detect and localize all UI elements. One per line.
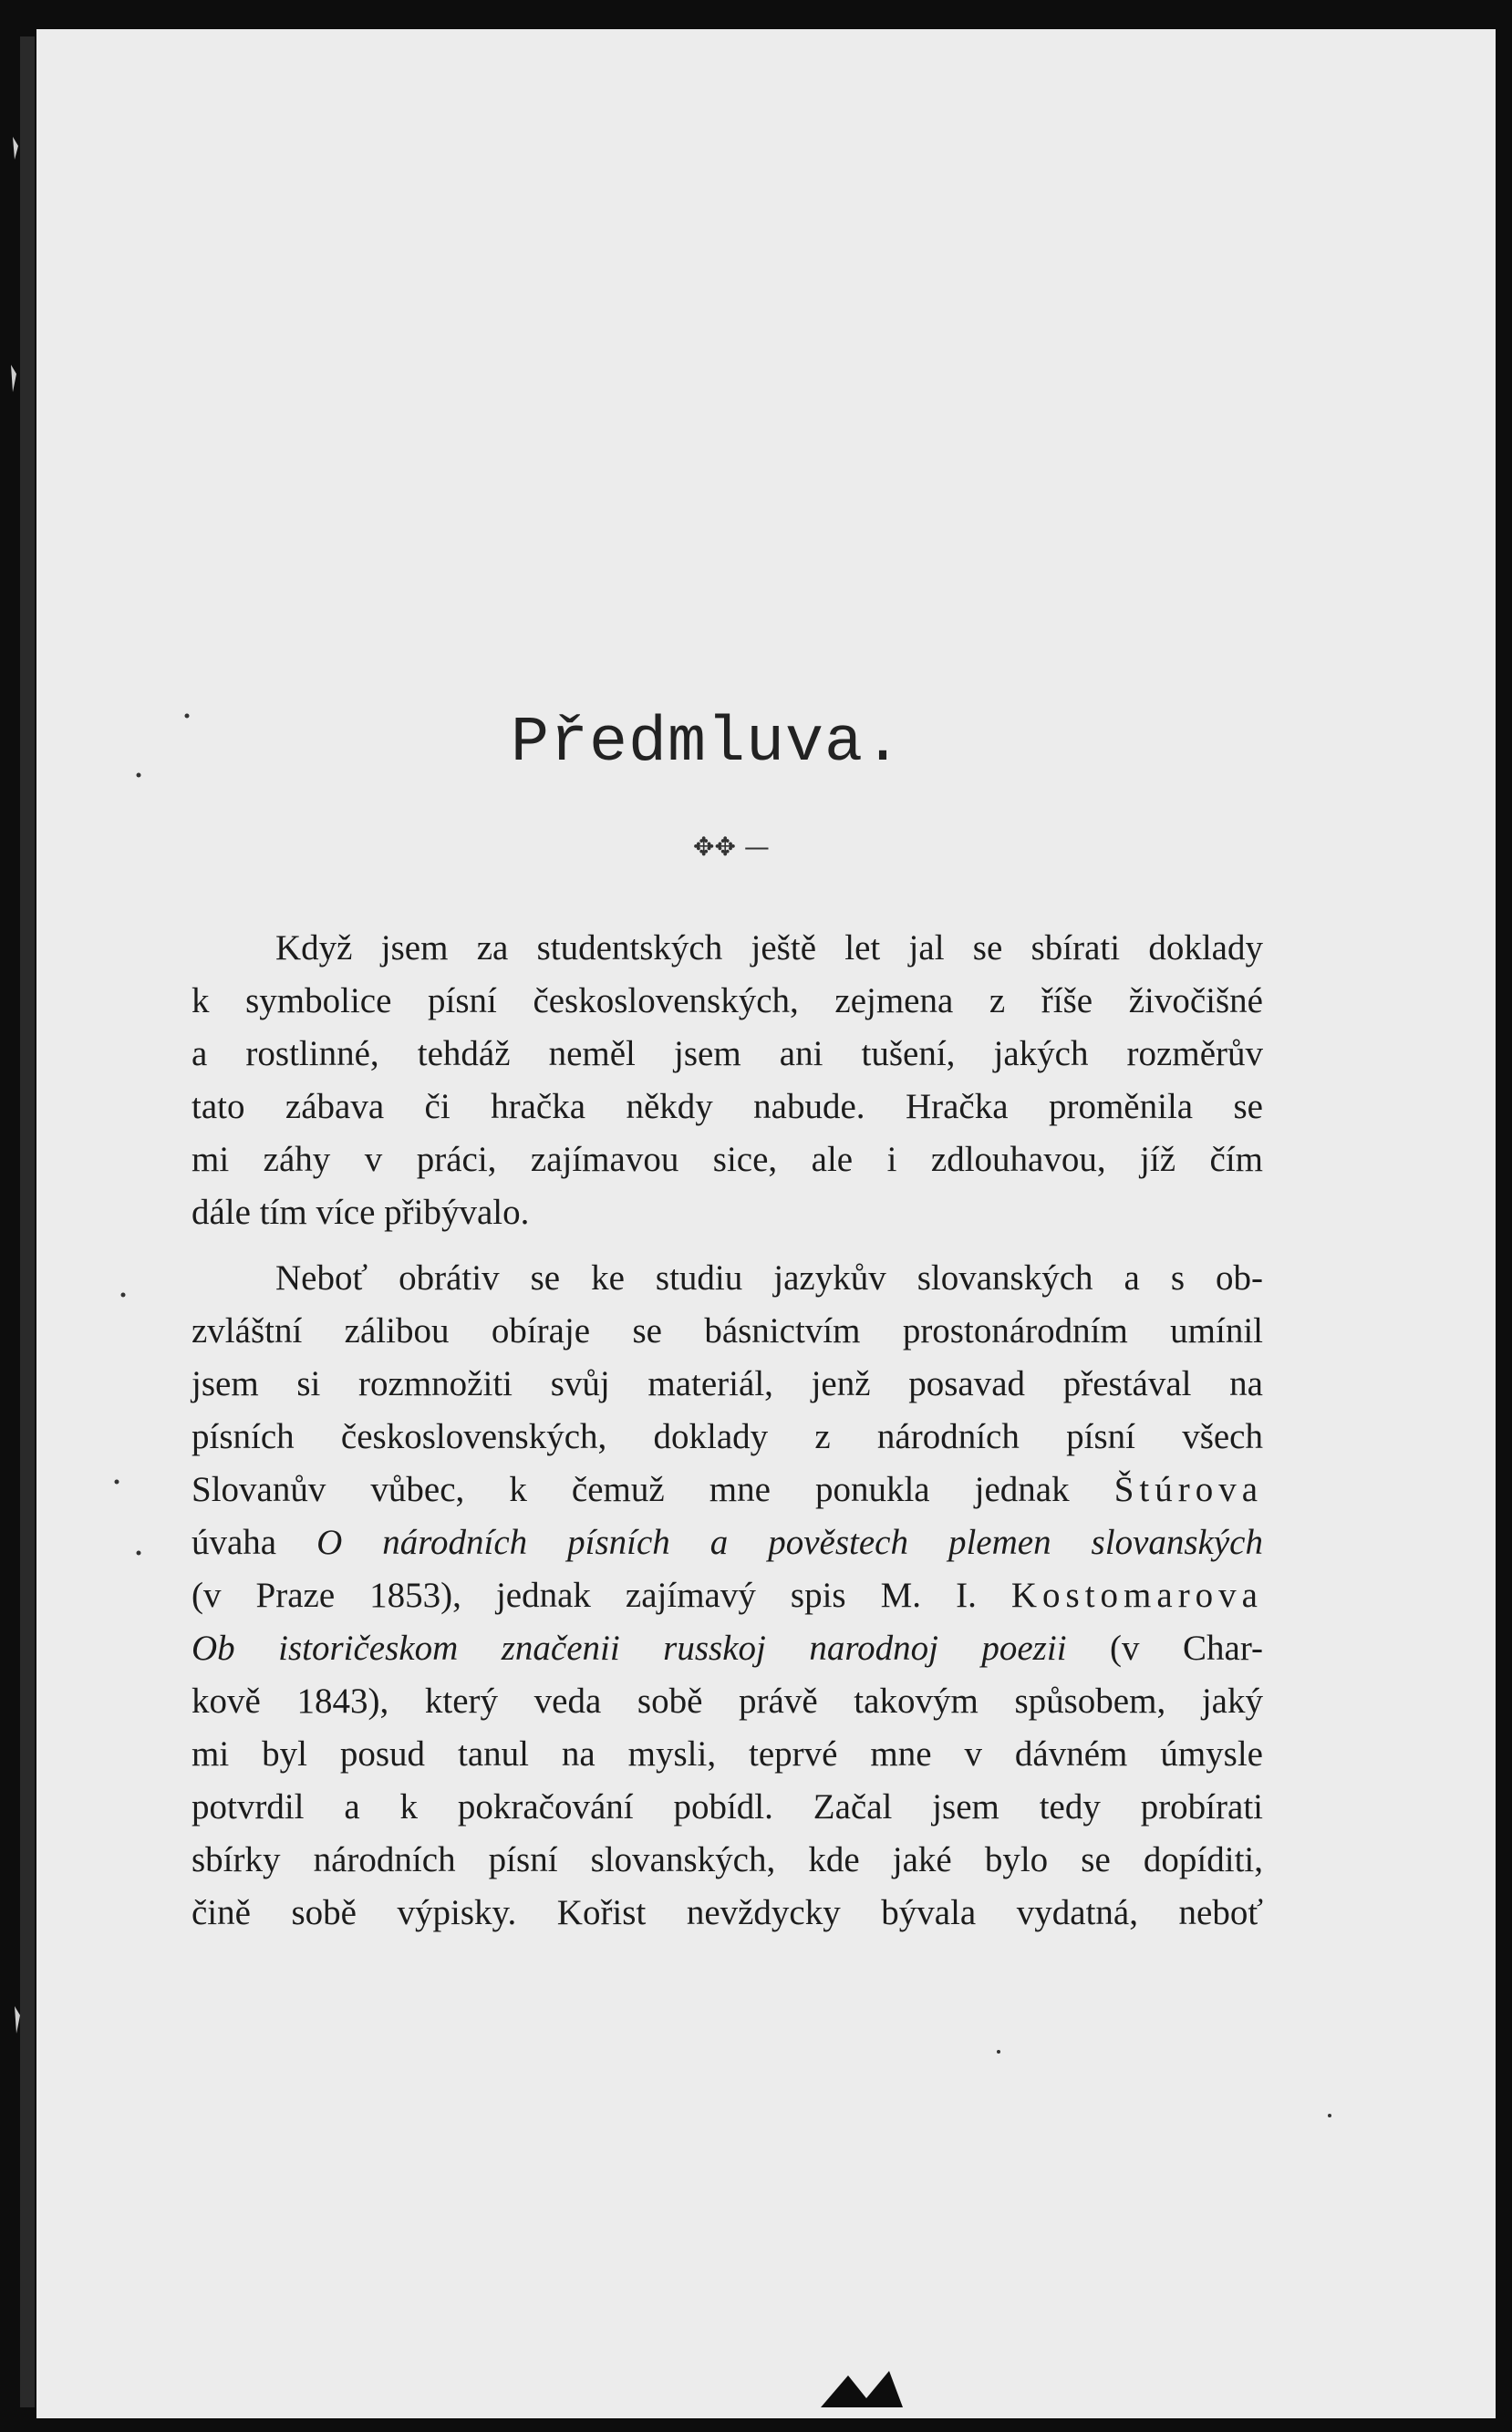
- paragraph-2: [192, 1252, 1263, 1940]
- text-segment: (v Char-: [1110, 1629, 1264, 1668]
- dust-speck: [185, 714, 190, 719]
- spaced-author-name: Štúrova: [1113, 1470, 1264, 1509]
- text-line: [192, 1516, 1263, 1569]
- text-line: Neboť obrátiv se ke studiu jazykův slovanských a s ob-: [275, 1258, 1263, 1298]
- dust-speck: [1328, 2114, 1331, 2117]
- text-line: k symbolice písní československých, zejmena z říše živočišné: [192, 981, 1263, 1020]
- text-line: potvrdil a k pokračování pobídl. Začal jsem tedy probírati: [192, 1787, 1263, 1827]
- text-segment: úvaha: [192, 1523, 277, 1562]
- dust-speck: [137, 773, 141, 778]
- text-line: [192, 1464, 1263, 1516]
- text-line: čině sobě výpisky. Kořist nevždycky bývala vydatná, neboť: [192, 1893, 1263, 1932]
- text-line: písních československých, doklady z národních písní všech: [192, 1417, 1263, 1456]
- text-line: a rostlinné, tehdáž neměl jsem ani tušení, jakých rozměrův: [192, 1034, 1263, 1073]
- text-line: kově 1843), který veda sobě právě takovým spůsobem, jaký: [192, 1682, 1263, 1721]
- dust-speck: [137, 1551, 141, 1556]
- text-segment: (v Praze 1853), jednak zajímavý spis M. I.: [192, 1576, 977, 1615]
- spaced-author-name: Kostomarova: [1010, 1576, 1263, 1615]
- text-line: Když jsem za studentských ještě let jal se sbírati doklady: [275, 928, 1263, 968]
- text-line: dále tím více přibývalo.: [192, 1193, 530, 1232]
- dust-speck: [115, 1480, 119, 1485]
- title-ornament: ✥✥ —: [693, 832, 770, 862]
- text-line: [192, 1622, 1263, 1675]
- text-line: mi byl posud tanul na mysli, teprvé mne v dávném úmysle: [192, 1734, 1263, 1774]
- text-line: mi záhy v práci, zajímavou sice, ale i zdlouhavou, jíž čím: [192, 1140, 1263, 1179]
- text-line: zvláštní zálibou obíraje se básnictvím prostonárodním umínil: [192, 1311, 1263, 1351]
- text-line: [192, 1569, 1263, 1622]
- italic-work-title: Ob istoričeskom značenii russkoj narodnoj poezii: [192, 1629, 1067, 1668]
- italic-work-title: O národních písních a pověstech plemen slovanských: [316, 1523, 1263, 1562]
- paragraph-1: [192, 922, 1263, 1239]
- text-line: tato zábava či hračka někdy nabude. Hračka proměnila se: [192, 1087, 1263, 1126]
- page-title: Předmluva.: [511, 708, 904, 780]
- text-line: sbírky národních písní slovanských, kde jaké bylo se dopíditi,: [192, 1840, 1263, 1879]
- text-segment: Slovanův vůbec, k čemuž mne ponukla jednak: [192, 1470, 1070, 1509]
- page-shadow-left: [20, 36, 35, 2407]
- text-line: jsem si rozmnožiti svůj materiál, jenž posavad přestával na: [192, 1364, 1263, 1403]
- dust-speck: [121, 1293, 126, 1298]
- dust-speck: [997, 2050, 1000, 2054]
